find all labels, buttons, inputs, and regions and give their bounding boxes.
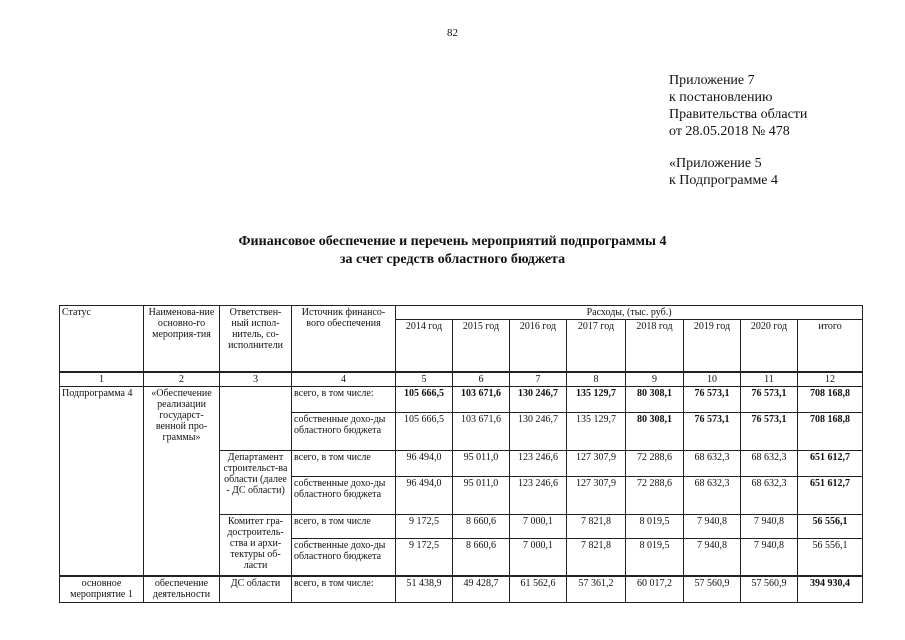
value-cell: 57 560,9 (684, 576, 741, 602)
header-total: итого (798, 320, 863, 372)
value-cell: 95 011,0 (453, 476, 510, 514)
value-cell: 76 573,1 (741, 412, 798, 450)
header-year: 2019 год (684, 320, 741, 372)
source-cell: собственные дохо-ды областного бюджета (292, 412, 396, 450)
header-responsible: Ответствен-ный испол-нитель, со-исполнители (220, 306, 292, 372)
value-cell: 68 632,3 (684, 476, 741, 514)
appendix-header (669, 72, 807, 189)
column-number: 9 (626, 372, 684, 387)
column-number: 5 (396, 372, 453, 387)
value-cell: 80 308,1 (626, 412, 684, 450)
value-cell: 7 821,8 (567, 514, 626, 538)
value-cell: 8 660,6 (453, 514, 510, 538)
column-number: 3 (220, 372, 292, 387)
header-year: 2015 год (453, 320, 510, 372)
executor-cell: Департамент строительст-ва области (далее - ДС области) (220, 450, 292, 514)
title-line: Финансовое обеспечение и перечень мероприятий подпрограммы 4 (238, 234, 667, 249)
status-cell: основное мероприятие 1 (60, 576, 144, 602)
value-cell: 651 612,7 (798, 450, 863, 476)
executor-cell: ДС области (220, 576, 292, 602)
header-expenses: Расходы, (тыс. руб.) (396, 306, 863, 320)
header-year: 2014 год (396, 320, 453, 372)
status-cell: Подпрограмма 4 (60, 386, 144, 576)
table-row (60, 576, 863, 602)
value-cell: 7 940,8 (684, 514, 741, 538)
value-cell: 7 000,1 (510, 514, 567, 538)
value-cell: 103 671,6 (453, 386, 510, 412)
value-cell: 7 940,8 (741, 514, 798, 538)
value-cell: 105 666,5 (396, 386, 453, 412)
value-cell: 96 494,0 (396, 450, 453, 476)
column-number: 6 (453, 372, 510, 387)
source-cell: всего, в том числе: (292, 386, 396, 412)
value-cell: 95 011,0 (453, 450, 510, 476)
value-cell: 68 632,3 (741, 450, 798, 476)
value-cell: 80 308,1 (626, 386, 684, 412)
value-cell: 68 632,3 (741, 476, 798, 514)
value-cell: 8 660,6 (453, 538, 510, 576)
column-number: 8 (567, 372, 626, 387)
appendix-line: «Приложение 5 (669, 156, 762, 171)
value-cell: 123 246,6 (510, 476, 567, 514)
source-cell: всего, в том числе (292, 450, 396, 476)
value-cell: 72 288,6 (626, 450, 684, 476)
header-year: 2017 год (567, 320, 626, 372)
value-cell: 9 172,5 (396, 514, 453, 538)
value-cell: 76 573,1 (741, 386, 798, 412)
page-number: 82 (447, 27, 458, 39)
title-line: за счет средств областного бюджета (339, 252, 566, 267)
value-cell: 7 940,8 (741, 538, 798, 576)
appendix-line: Приложение 7 (669, 73, 755, 88)
value-cell: 135 129,7 (567, 412, 626, 450)
appendix-line: к постановлению (669, 90, 773, 105)
value-cell: 56 556,1 (798, 538, 863, 576)
value-cell: 103 671,6 (453, 412, 510, 450)
column-number: 2 (144, 372, 220, 387)
value-cell: 708 168,8 (798, 412, 863, 450)
value-cell: 72 288,6 (626, 476, 684, 514)
appendix-line: к Подпрограмме 4 (669, 173, 779, 188)
executor-cell: Комитет гра-достроитель-ства и архи-тектуры об-ласти (220, 514, 292, 576)
value-cell: 105 666,5 (396, 412, 453, 450)
value-cell: 708 168,8 (798, 386, 863, 412)
column-number: 11 (741, 372, 798, 387)
column-number: 10 (684, 372, 741, 387)
value-cell: 130 246,7 (510, 386, 567, 412)
event-name-cell: «Обеспечение реализации государст-венной про-граммы» (144, 386, 220, 576)
value-cell: 9 172,5 (396, 538, 453, 576)
value-cell: 61 562,6 (510, 576, 567, 602)
column-number: 1 (60, 372, 144, 387)
value-cell: 8 019,5 (626, 538, 684, 576)
value-cell: 127 307,9 (567, 450, 626, 476)
value-cell: 123 246,6 (510, 450, 567, 476)
value-cell: 394 930,4 (798, 576, 863, 602)
appendix-line: Правительства области (669, 107, 808, 122)
source-cell: собственные дохо-ды областного бюджета (292, 538, 396, 576)
source-cell: всего, в том числе (292, 514, 396, 538)
value-cell: 56 556,1 (798, 514, 863, 538)
column-number: 12 (798, 372, 863, 387)
column-number: 7 (510, 372, 567, 387)
value-cell: 68 632,3 (684, 450, 741, 476)
value-cell: 127 307,9 (567, 476, 626, 514)
header-status: Статус (60, 306, 144, 372)
header-source: Источник финансо-вого обеспечения (292, 306, 396, 372)
event-name-cell: обеспечение деятельности (144, 576, 220, 602)
value-cell: 135 129,7 (567, 386, 626, 412)
executor-cell (220, 386, 292, 450)
value-cell: 96 494,0 (396, 476, 453, 514)
value-cell: 8 019,5 (626, 514, 684, 538)
value-cell: 51 438,9 (396, 576, 453, 602)
value-cell: 130 246,7 (510, 412, 567, 450)
value-cell: 57 560,9 (741, 576, 798, 602)
value-cell: 76 573,1 (684, 386, 741, 412)
source-cell: собственные дохо-ды областного бюджета (292, 476, 396, 514)
value-cell: 57 361,2 (567, 576, 626, 602)
value-cell: 7 000,1 (510, 538, 567, 576)
source-cell: всего, в том числе: (292, 576, 396, 602)
column-number-row (60, 372, 863, 387)
document-title (0, 233, 905, 269)
value-cell: 76 573,1 (684, 412, 741, 450)
header-year: 2018 год (626, 320, 684, 372)
value-cell: 49 428,7 (453, 576, 510, 602)
appendix-line: от 28.05.2018 № 478 (669, 124, 790, 139)
column-number: 4 (292, 372, 396, 387)
value-cell: 60 017,2 (626, 576, 684, 602)
header-name: Наименова-ние основно-го мероприя-тия (144, 306, 220, 372)
value-cell: 651 612,7 (798, 476, 863, 514)
table-row (60, 386, 863, 412)
value-cell: 7 821,8 (567, 538, 626, 576)
header-year: 2020 год (741, 320, 798, 372)
value-cell: 7 940,8 (684, 538, 741, 576)
header-year: 2016 год (510, 320, 567, 372)
header-row (60, 306, 863, 320)
finance-table (59, 305, 863, 603)
